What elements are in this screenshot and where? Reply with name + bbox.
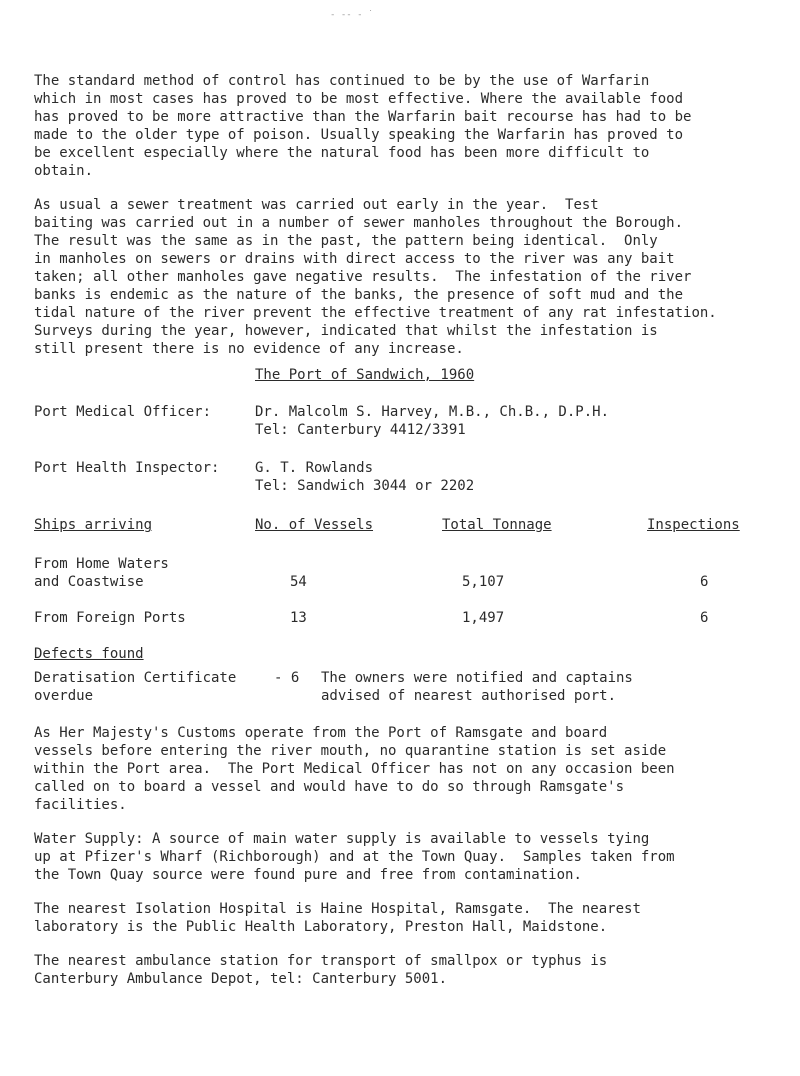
defect-note: advised of nearest authorised port. xyxy=(321,688,617,704)
text-line: tidal nature of the river prevent the effective treatment of any rat infestation. xyxy=(34,305,717,321)
text-line: called on to board a vessel and would have to do so through Ramsgate's xyxy=(34,779,625,795)
text-line: facilities. xyxy=(34,797,127,813)
text-line: Surveys during the year, however, indicated that whilst the infestation is xyxy=(34,323,658,339)
text-line: made to the older type of poison. Usually speaking the Warfarin has proved to xyxy=(34,127,684,143)
column-header: Inspections xyxy=(647,517,740,533)
text-line: up at Pfizer's Wharf (Richborough) and at the Town Quay. Samples taken from xyxy=(34,849,675,865)
page-mark: ‐ ‑- ‑ ˙ xyxy=(330,10,374,20)
text-line: Water Supply: A source of main water supply is available to vessels tying xyxy=(34,831,650,847)
tonnage-cell: 1,497 xyxy=(462,610,505,626)
tonnage-cell: 5,107 xyxy=(462,574,505,590)
text-line: taken; all other manholes gave negative results. The infestation of the river xyxy=(34,269,692,285)
text-line: The nearest ambulance station for transport of smallpox or typhus is xyxy=(34,953,608,969)
text-line: has proved to be more attractive than the Warfarin bait recourse has had to be xyxy=(34,109,692,125)
row-label: and Coastwise xyxy=(34,574,144,590)
vessels-cell: 13 xyxy=(290,610,307,626)
defects-heading: Defects found xyxy=(34,646,144,662)
text-line: The result was the same as in the past, the pattern being identical. Only xyxy=(34,233,658,249)
column-header: Ships arriving xyxy=(34,517,153,533)
medical-officer-name: Dr. Malcolm S. Harvey, M.B., Ch.B., D.P.H. xyxy=(255,404,610,420)
medical-officer-tel: Tel: Canterbury 4412/3391 xyxy=(255,422,466,438)
text-line: Canterbury Ambulance Depot, tel: Canterbury 5001. xyxy=(34,971,448,987)
row-label: From Foreign Ports xyxy=(34,610,186,626)
health-inspector-label: Port Health Inspector: xyxy=(34,460,220,476)
text-line: within the Port area. The Port Medical Officer has not on any occasion been xyxy=(34,761,675,777)
text-line: which in most cases has proved to be most effective. Where the available food xyxy=(34,91,684,107)
text-line: in manholes on sewers or drains with direct access to the river was any bait xyxy=(34,251,675,267)
column-header: No. of Vessels xyxy=(255,517,374,533)
text-line: banks is endemic as the nature of the banks, the presence of soft mud and the xyxy=(34,287,684,303)
isolation-paragraph xyxy=(34,900,800,936)
text-line: The standard method of control has continued to be by the use of Warfarin xyxy=(34,73,650,89)
text-line: baiting was carried out in a number of sewer manholes throughout the Borough. xyxy=(34,215,684,231)
health-inspector-tel: Tel: Sandwich 3044 or 2202 xyxy=(255,478,475,494)
text-line: The nearest Isolation Hospital is Haine Hospital, Ramsgate. The nearest xyxy=(34,901,641,917)
text-line: As Her Majesty's Customs operate from the Port of Ramsgate and board xyxy=(34,725,608,741)
text-line: As usual a sewer treatment was carried out early in the year. Test xyxy=(34,197,599,213)
defect-item: Deratisation Certificate xyxy=(34,670,237,686)
defect-item: overdue xyxy=(34,688,94,704)
text-line: be excellent especially where the natural food has been more difficult to xyxy=(34,145,650,161)
defect-note: The owners were notified and captains xyxy=(321,670,633,686)
ambulance-paragraph xyxy=(34,952,800,988)
vessels-cell: 54 xyxy=(290,574,307,590)
defect-count: - 6 xyxy=(274,670,300,686)
health-inspector-name: G. T. Rowlands xyxy=(255,460,374,476)
text-line: still present there is no evidence of any increase. xyxy=(34,341,464,357)
column-header: Total Tonnage xyxy=(442,517,552,533)
row-label: From Home Waters xyxy=(34,556,169,572)
text-line: the Town Quay source were found pure and free from contamination. xyxy=(34,867,582,883)
customs-paragraph xyxy=(34,724,800,814)
inspections-cell: 6 xyxy=(700,610,709,626)
intro-paragraph xyxy=(34,72,800,180)
port-title: The Port of Sandwich, 1960 xyxy=(255,367,475,383)
medical-officer-label: Port Medical Officer: xyxy=(34,404,212,420)
text-line: vessels before entering the river mouth, no quarantine station is set aside xyxy=(34,743,667,759)
inspections-cell: 6 xyxy=(700,574,709,590)
water-supply-paragraph xyxy=(34,830,800,884)
sewer-paragraph xyxy=(34,196,800,358)
text-line: obtain. xyxy=(34,163,94,179)
text-line: laboratory is the Public Health Laboratory, Preston Hall, Maidstone. xyxy=(34,919,608,935)
